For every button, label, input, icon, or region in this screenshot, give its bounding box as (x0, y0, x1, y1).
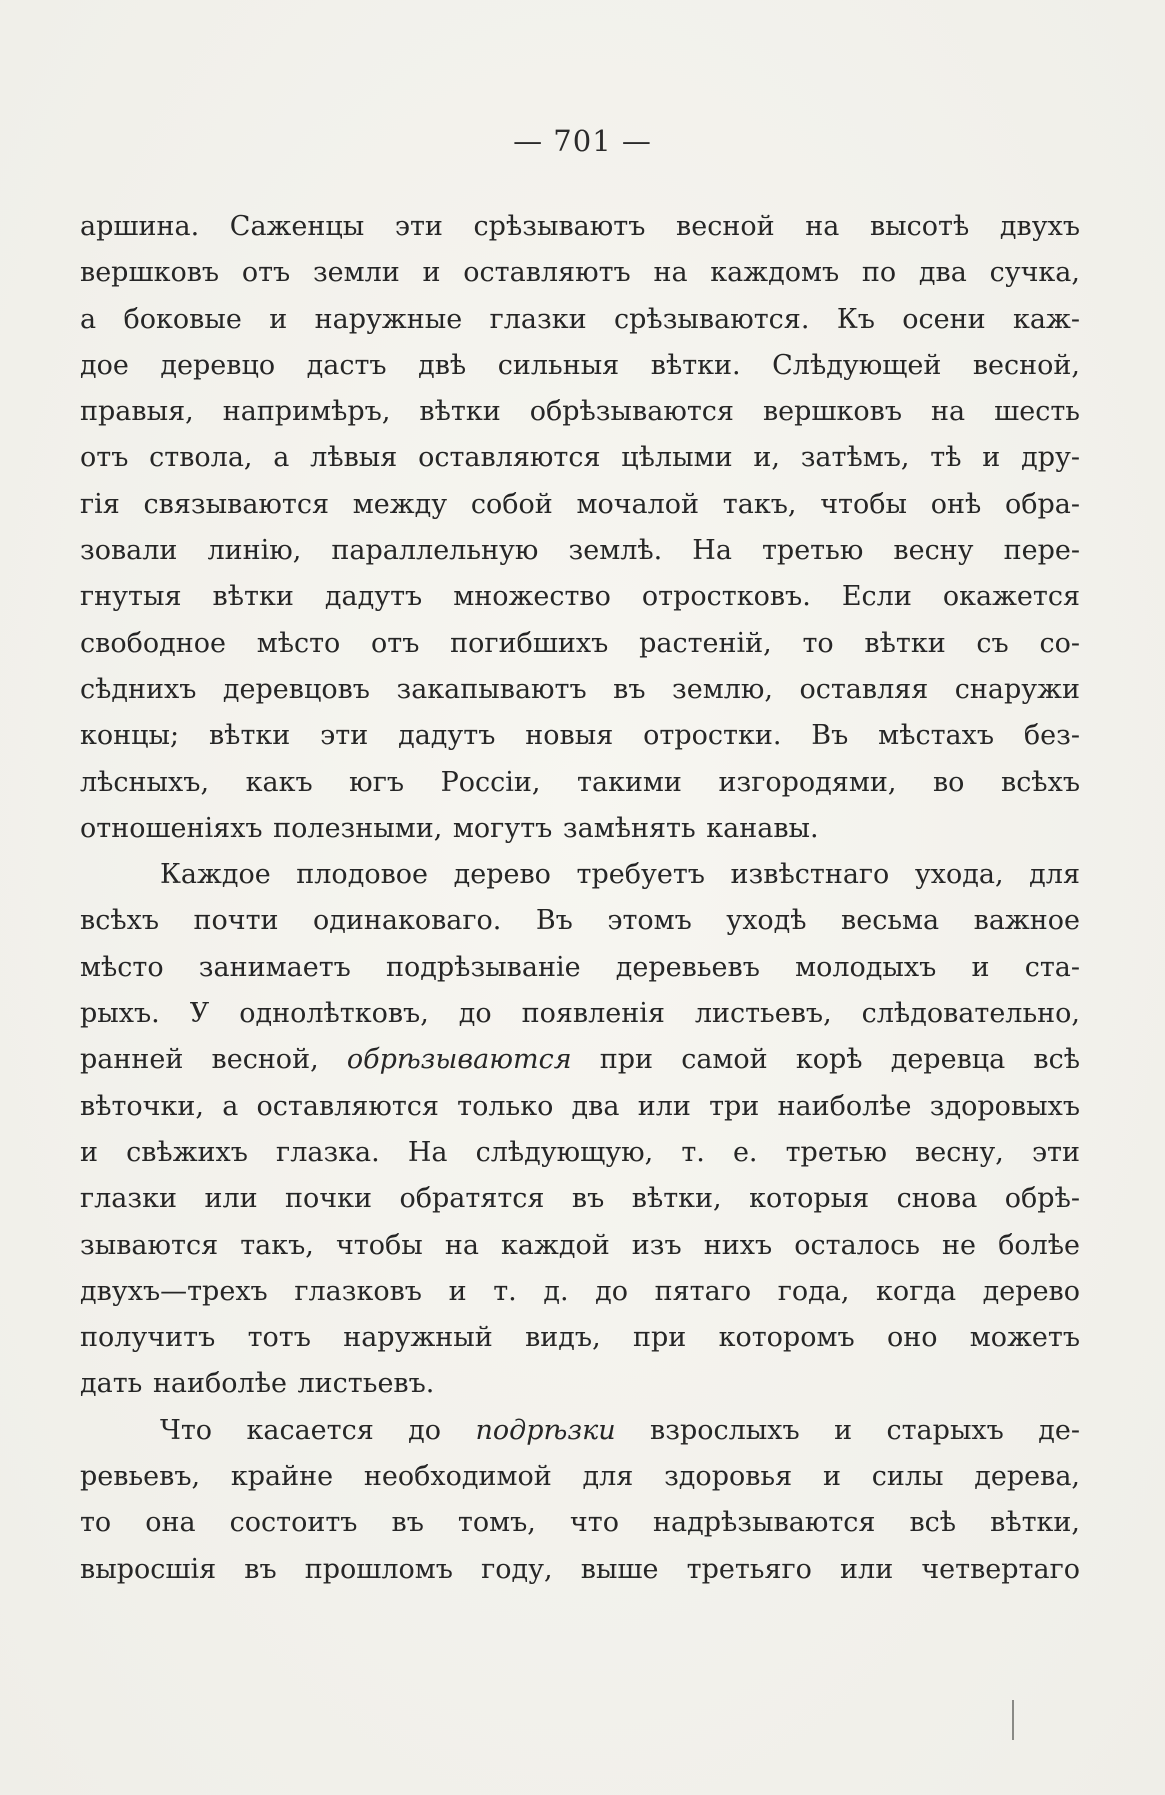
text-line: зовали линію, параллельную землѣ. На третью весну пере- (80, 535, 1080, 567)
text-line: вершковъ отъ земли и оставляютъ на каждомъ по два сучка, (80, 257, 1080, 289)
text-line: правыя, напримѣръ, вѣтки обрѣзываются вершковъ на шесть (80, 396, 1080, 428)
text-line: гнутыя вѣтки дадутъ множество отростковъ. Если окажется (80, 581, 1080, 613)
body-text (80, 204, 1080, 1593)
text-line: всѣхъ почти одинаковаго. Въ этомъ уходѣ весьма важное (80, 905, 1080, 937)
text-line: то она состоитъ въ томъ, что надрѣзываются всѣ вѣтки, (80, 1507, 1080, 1539)
text-line: рыхъ. У однолѣтковъ, до появленія листьевъ, слѣдовательно, (80, 998, 1080, 1030)
text-line: дать наиболѣе листьевъ. (80, 1368, 435, 1400)
text-line: мѣсто занимаетъ подрѣзываніе деревьевъ молодыхъ и ста- (80, 951, 1080, 983)
text-line: отношеніяхъ полезными, могутъ замѣнять канавы. (80, 812, 819, 844)
italic-term: подрѣзки (475, 1414, 616, 1446)
text-line: сѣднихъ деревцовъ закапываютъ въ землю, оставляя снаружи (80, 673, 1080, 705)
italic-term: обрѣзываются (346, 1044, 572, 1076)
text-line: глазки или почки обратятся въ вѣтки, которыя снова обрѣ- (80, 1183, 1080, 1215)
text-line: свободное мѣсто отъ погибшихъ растеній, то вѣтки съ со- (80, 627, 1080, 659)
margin-mark (1012, 1700, 1014, 1740)
text-line: выросшія въ прошломъ году, выше третьяго или четвертаго (80, 1553, 1080, 1585)
text-line: получитъ тотъ наружный видъ, при которомъ оно можетъ (80, 1322, 1080, 1354)
text-line: зываются такъ, чтобы на каждой изъ нихъ осталось не болѣе (80, 1229, 1080, 1261)
text-line: ранней весной, обрѣзываются при самой корѣ деревца всѣ (80, 1044, 1080, 1076)
text-line: вѣточки, а оставляются только два или три наиболѣе здоровыхъ (80, 1090, 1080, 1122)
text-line: дое деревцо дастъ двѣ сильныя вѣтки. Слѣдующей весной, (80, 349, 1080, 381)
text-line: лѣсныхъ, какъ югъ Россіи, такими изгородями, во всѣхъ (80, 766, 1080, 798)
text-line: гія связываются между собой мочалой такъ, чтобы онѣ обра- (80, 488, 1080, 520)
page-number: — 701 — (513, 124, 652, 158)
text-line: и свѣжихъ глазка. На слѣдующую, т. е. третью весну, эти (80, 1136, 1080, 1168)
text-line: ревьевъ, крайне необходимой для здоровья и силы дерева, (80, 1461, 1080, 1493)
text-line: двухъ—трехъ глазковъ и т. д. до пятаго года, когда дерево (80, 1275, 1080, 1307)
text-line: Каждое плодовое дерево требуетъ извѣстнаго ухода, для (160, 859, 1080, 891)
text-line: аршина. Саженцы эти срѣзываютъ весной на высотѣ двухъ (80, 211, 1080, 242)
text-line: концы; вѣтки эти дадутъ новыя отростки. Въ мѣстахъ без- (80, 720, 1080, 752)
text-line: Что касается до подрѣзки взрослыхъ и старыхъ де- (160, 1414, 1080, 1446)
text-line: а боковые и наружные глазки срѣзываются. Къ осени каж- (80, 303, 1080, 335)
text-line: отъ ствола, а лѣвыя оставляются цѣлыми и, затѣмъ, тѣ и дру- (80, 442, 1080, 474)
